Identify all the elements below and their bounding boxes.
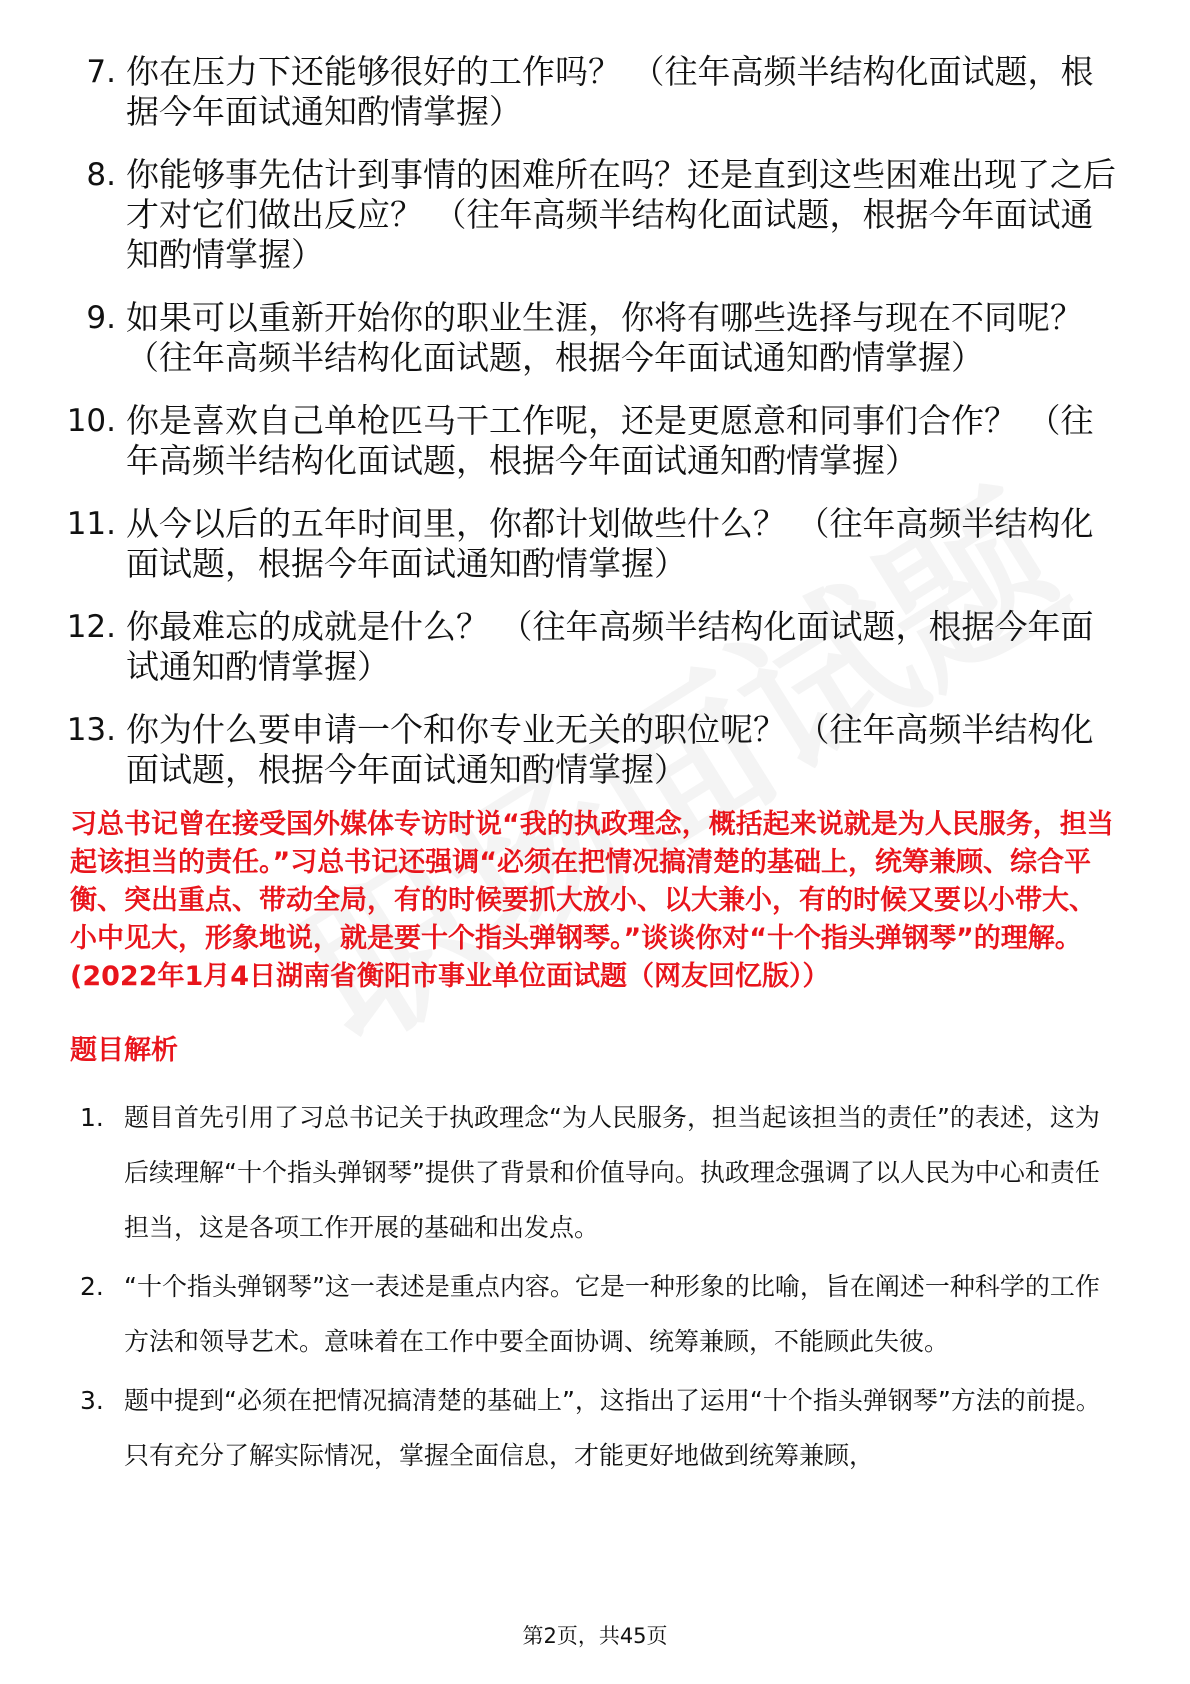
item-number: 1. (80, 1103, 104, 1132)
list-item (60, 52, 1120, 132)
item-number: 13. (66, 712, 116, 748)
item-text: 如果可以重新开始你的职业生涯，你将有哪些选择与现在不同呢？ （往年高频半结构化面试题，根据今年面试通知酌情掌握） (126, 298, 1083, 377)
list-item (80, 1259, 1120, 1369)
item-text: 你为什么要申请一个和你专业无关的职位呢？ （往年高频半结构化面试题，根据今年面试通知酌情掌握） (126, 710, 1094, 789)
item-number: 12. (66, 609, 116, 645)
list-item (60, 401, 1120, 481)
list-item (60, 607, 1120, 687)
item-number: 8. (86, 157, 116, 193)
item-text: 你能够事先估计到事情的困难所在吗？还是直到这些困难出现了之后才对它们做出反应？ （往年高频半结构化面试题，根据今年面试通知酌情掌握） (126, 155, 1116, 274)
list-item (60, 504, 1120, 584)
item-text: 题中提到“必须在把情况搞清楚的基础上”，这指出了运用“十个指头弹钢琴”方法的前提。只有充分了解实际情况，掌握全面信息，才能更好地做到统筹兼顾， (124, 1386, 1101, 1470)
item-number: 3. (80, 1386, 104, 1415)
featured-question: 习总书记曾在接受国外媒体专访时说“我的执政理念，概括起来说就是为人民服务，担当起该担当的责任。”习总书记还强调“必须在把情况搞清楚的基础上，统筹兼顾、综合平衡、突出重点、带动全局，有的时候要抓大放小、以大兼小，有的时候又要以小带大、小中见大，形象地说，就是要十个指头弹钢琴。”谈谈你对“十个指头弹钢琴”的理解。(2022年1月4日湖南省衡阳市事业单位面试题（网友回忆版）） (70, 809, 1114, 992)
item-text: 你最难忘的成就是什么？ （往年高频半结构化面试题，根据今年面试通知酌情掌握） (126, 607, 1094, 686)
item-number: 9. (86, 300, 116, 336)
analysis-list (80, 1090, 1120, 1487)
item-text: 你在压力下还能够很好的工作吗？ （往年高频半结构化面试题，根据今年面试通知酌情掌握） (126, 52, 1094, 131)
list-item (60, 710, 1120, 790)
question-list (60, 52, 1120, 813)
item-number: 11. (66, 506, 116, 542)
list-item (80, 1373, 1120, 1483)
list-item (80, 1090, 1120, 1255)
item-text: “十个指头弹钢琴”这一表述是重点内容。它是一种形象的比喻，旨在阐述一种科学的工作方法和领导艺术。意味着在工作中要全面协调、统筹兼顾，不能顾此失彼。 (124, 1272, 1100, 1356)
analysis-heading: 题目解析 (70, 1035, 178, 1066)
item-number: 7. (86, 54, 116, 90)
item-number: 2. (80, 1272, 104, 1301)
item-text: 题目首先引用了习总书记关于执政理念“为人民服务，担当起该担当的责任”的表述，这为后续理解“十个指头弹钢琴”提供了背景和价值导向。执政理念强调了以人民为中心和责任担当，这是各项工作开展的基础和出发点。 (124, 1103, 1100, 1242)
item-text: 你是喜欢自己单枪匹马干工作呢，还是更愿意和同事们合作？ （往年高频半结构化面试题，根据今年面试通知酌情掌握） (126, 401, 1094, 480)
list-item (60, 298, 1120, 378)
item-number: 10. (66, 403, 116, 439)
list-item (60, 155, 1120, 275)
page-footer: 第2页，共45页 (522, 1624, 668, 1648)
item-text: 从今以后的五年时间里，你都计划做些什么？ （往年高频半结构化面试题，根据今年面试通知酌情掌握） (126, 504, 1094, 583)
